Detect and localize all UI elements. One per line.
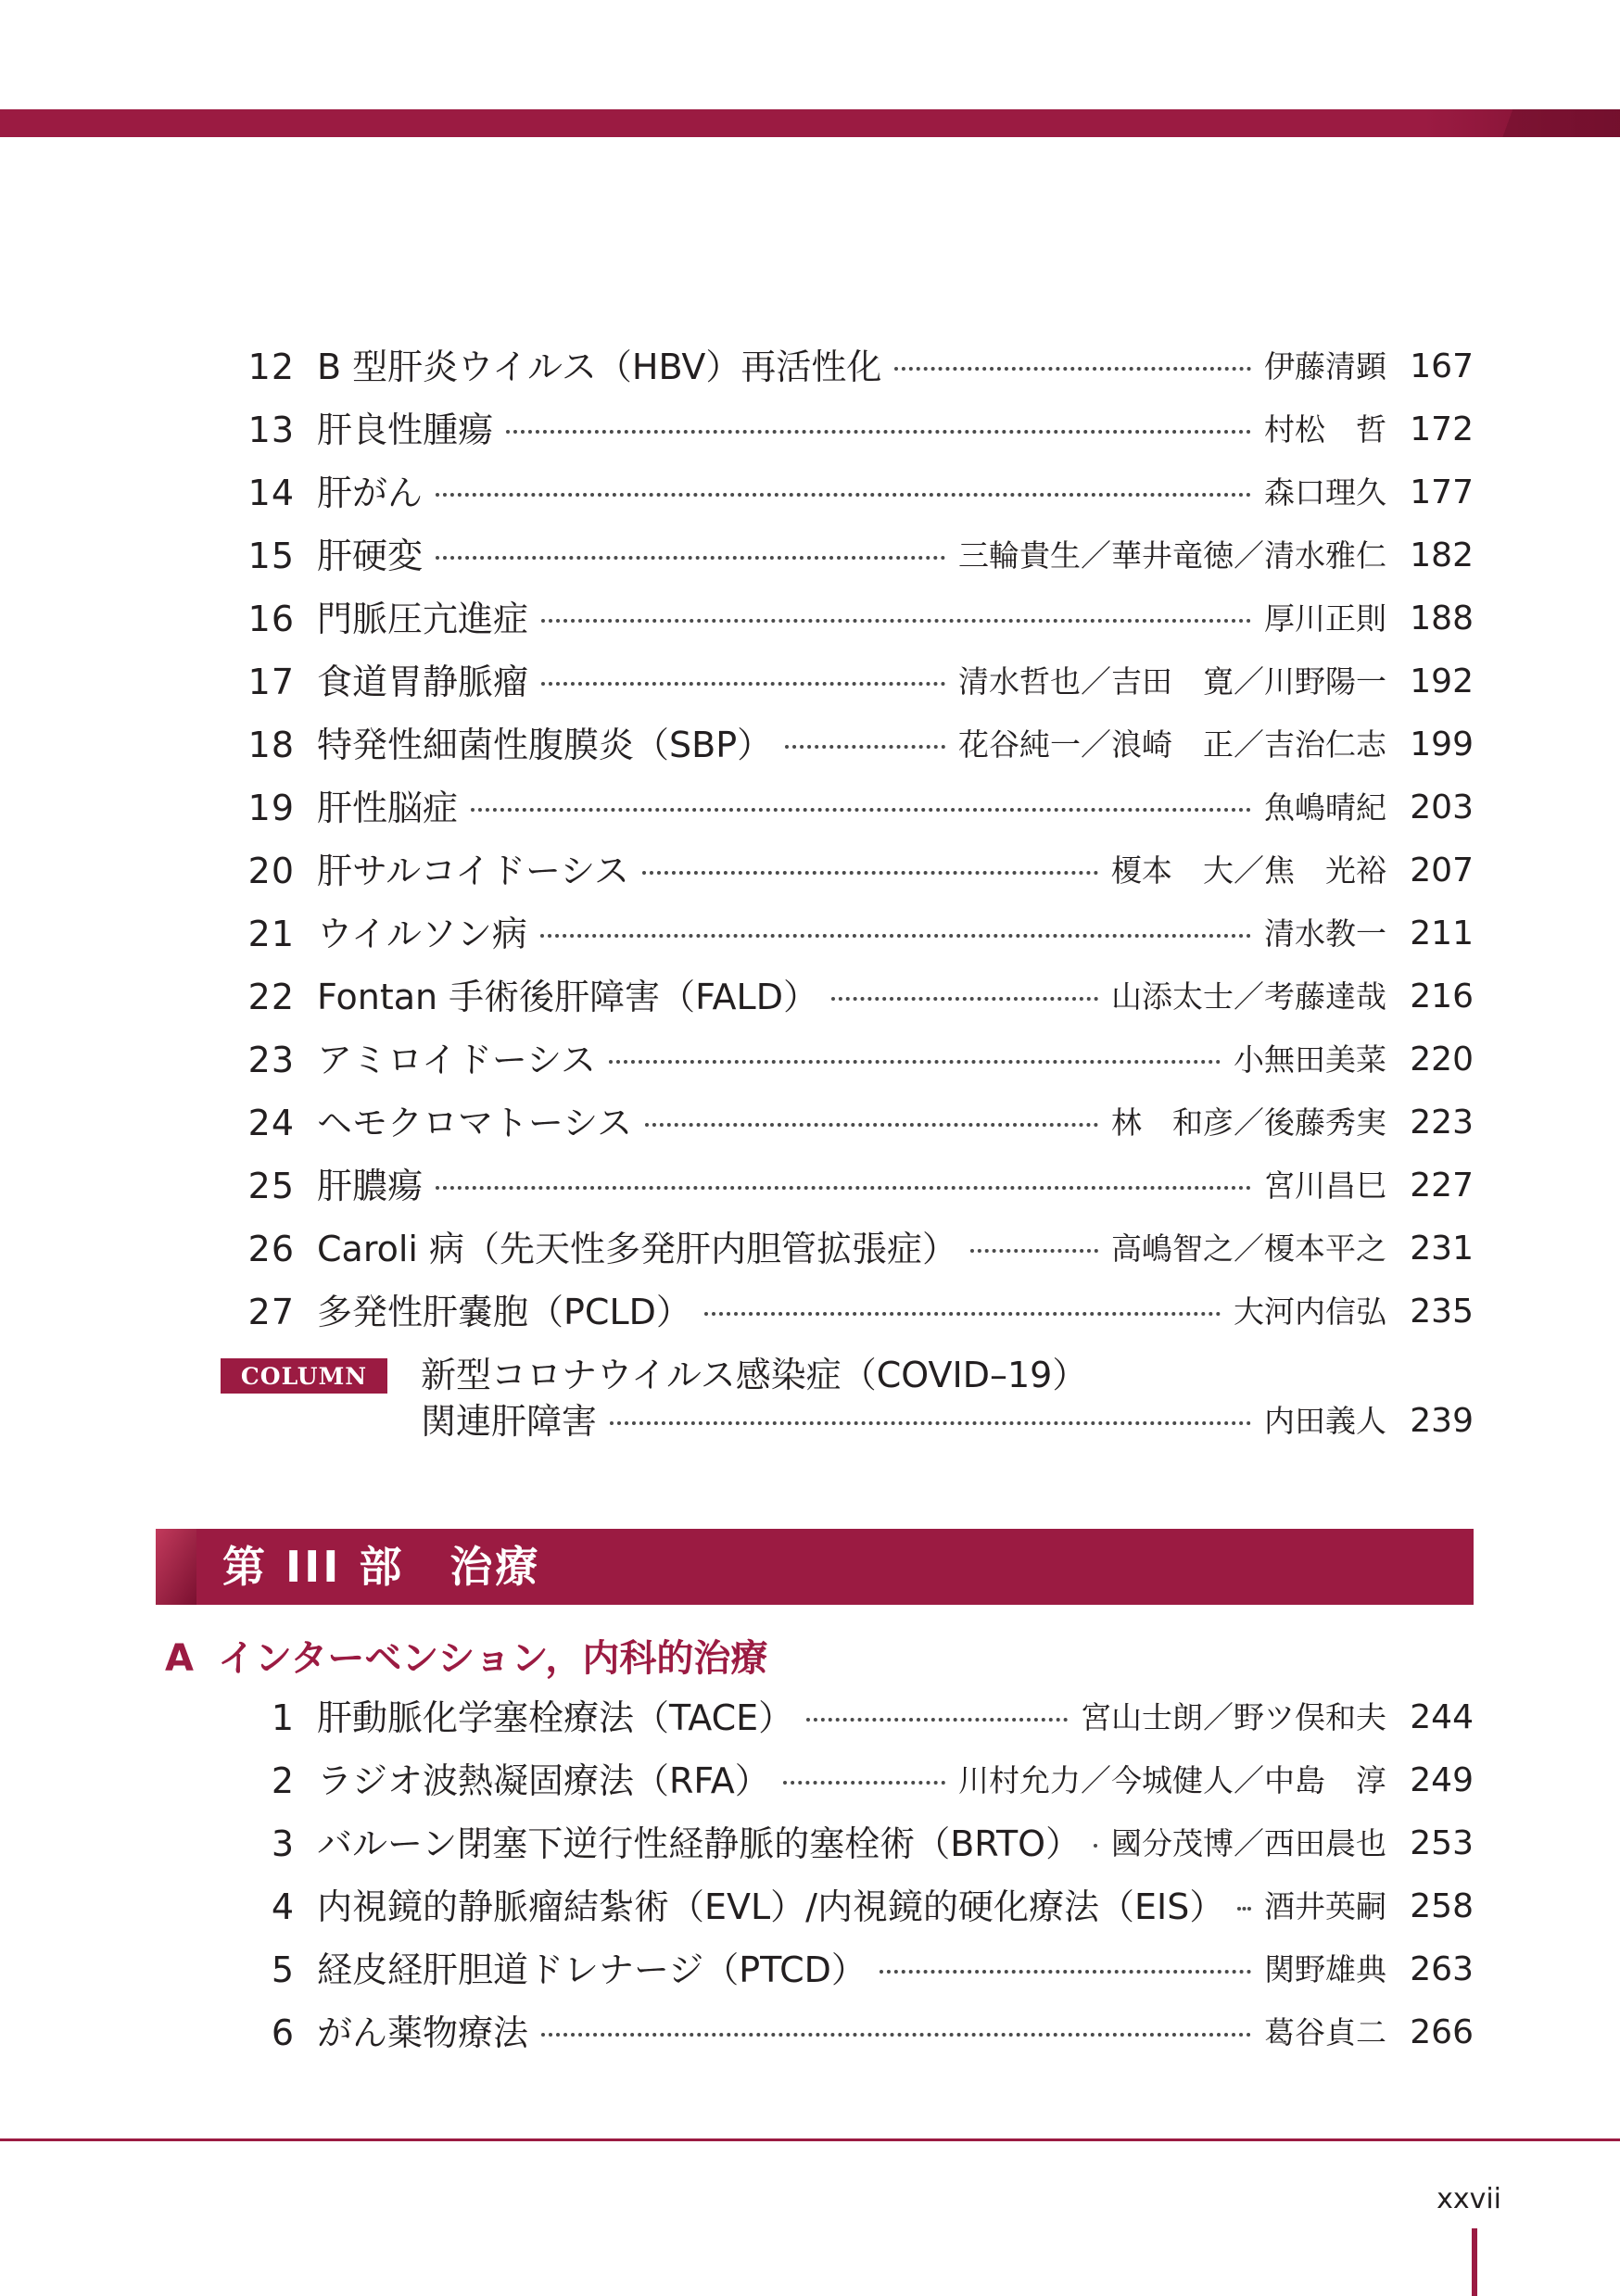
entry-page: 244	[1410, 1698, 1474, 1736]
entry-title: ヘモクロマトーシス	[317, 1103, 633, 1143]
dot-leader	[541, 2033, 1251, 2037]
dot-leader	[541, 682, 945, 686]
entry-number: 14	[247, 473, 295, 513]
dot-leader	[506, 430, 1251, 434]
top-decorative-band	[0, 109, 1620, 137]
dot-leader	[609, 1060, 1221, 1064]
toc-entry[interactable]	[221, 1820, 1474, 1868]
entry-number: 27	[247, 1292, 295, 1332]
dot-leader	[704, 1312, 1221, 1316]
part-title: 第 III 部 治療	[222, 1542, 541, 1592]
entry-author: 関野雄典	[1264, 1951, 1386, 1987]
toc-entry[interactable]	[221, 1694, 1474, 1742]
entry-title: Fontan 手術後肝障害（FALD）	[317, 977, 818, 1017]
entry-page: 239	[1410, 1402, 1474, 1440]
toc-entry[interactable]	[221, 1946, 1474, 1994]
entry-author: 清水哲也／吉田 寛／川野陽一	[958, 663, 1386, 700]
column-title-line2: 関連肝障害	[421, 1401, 598, 1442]
page-number: xxvii	[1436, 2183, 1501, 2215]
entry-number: 16	[247, 599, 295, 639]
entry-number: 15	[247, 536, 295, 576]
entry-author: 宮山士朗／野ツ俣和夫	[1081, 1699, 1386, 1735]
entry-author: 大河内信弘	[1234, 1293, 1386, 1330]
toc-entry[interactable]	[221, 910, 1474, 958]
entry-title: 経皮経肝胆道ドレナージ（PTCD）	[317, 1949, 867, 1990]
entry-title: ラジオ波熱凝固療法（RFA）	[317, 1760, 770, 1801]
entry-author: 厚川正則	[1264, 600, 1386, 637]
entry-title: ウイルソン病	[317, 914, 527, 954]
dot-leader	[436, 556, 945, 560]
entry-number: 6	[271, 2012, 295, 2053]
entry-page: 199	[1410, 725, 1474, 763]
toc-entry[interactable]	[221, 1288, 1474, 1336]
entry-title: 肝サルコイドーシス	[317, 851, 630, 891]
entry-author: 山添太士／考藤達哉	[1111, 978, 1386, 1015]
dot-leader	[806, 1718, 1068, 1722]
entry-number: 21	[247, 914, 295, 954]
entry-title: 内視鏡的静脈瘤結紮術（EVL）/内視鏡的硬化療法（EIS）	[317, 1886, 1225, 1927]
dot-leader	[1237, 1907, 1251, 1911]
toc-entry[interactable]	[221, 2009, 1474, 2057]
entry-number: 19	[247, 788, 295, 828]
dot-leader	[541, 619, 1251, 623]
entry-number: 22	[247, 977, 295, 1017]
entry-author: 清水教一	[1264, 915, 1386, 952]
entry-page: 177	[1410, 473, 1474, 511]
part-header-band	[156, 1529, 1474, 1605]
dot-leader	[471, 808, 1251, 812]
dot-leader	[540, 934, 1251, 938]
toc-entry[interactable]	[221, 658, 1474, 706]
toc-entry[interactable]	[221, 595, 1474, 643]
column-badge: COLUMN	[221, 1358, 387, 1394]
entry-author: 村松 哲	[1264, 411, 1386, 448]
entry-page: 258	[1410, 1887, 1474, 1925]
dot-leader	[783, 1781, 945, 1785]
entry-number: 23	[247, 1040, 295, 1080]
entry-page: 249	[1410, 1761, 1474, 1799]
entry-number: 5	[271, 1949, 295, 1990]
toc-entry[interactable]	[221, 1162, 1474, 1210]
entry-title: 肝動脈化学塞栓療法（TACE）	[317, 1697, 794, 1738]
dot-leader	[831, 997, 1098, 1001]
entry-number: 13	[247, 410, 295, 450]
dot-leader	[970, 1249, 1098, 1253]
entry-page: 192	[1410, 662, 1474, 700]
entry-page: 211	[1410, 915, 1474, 952]
entry-title: がん薬物療法	[317, 2012, 529, 2053]
entry-author: 酒井英嗣	[1264, 1888, 1386, 1924]
toc-entry[interactable]	[221, 469, 1474, 517]
entry-number: 20	[247, 851, 295, 891]
entry-title: アミロイドーシス	[317, 1040, 596, 1080]
entry-page: 172	[1410, 410, 1474, 448]
entry-page: 266	[1410, 2013, 1474, 2051]
dot-leader	[436, 493, 1251, 497]
entry-title: 多発性肝嚢胞（PCLD）	[317, 1292, 691, 1332]
entry-page: 167	[1410, 347, 1474, 385]
folio-accent-bar	[1472, 2228, 1477, 2296]
entry-number: 12	[247, 347, 295, 387]
entry-page: 188	[1410, 599, 1474, 637]
entry-page: 207	[1410, 852, 1474, 889]
entry-page: 227	[1410, 1167, 1474, 1205]
entry-author: 川村允力／今城健人／中島 淳	[958, 1762, 1386, 1798]
entry-title: バルーン閉塞下逆行性経静脈的塞栓術（BRTO）	[317, 1823, 1082, 1864]
entry-number: 3	[271, 1823, 295, 1864]
entry-number: 1	[271, 1697, 295, 1738]
entry-title: 肝良性腫瘍	[317, 410, 494, 450]
dot-leader	[785, 745, 945, 749]
section-title: インターベンション，内科的治療	[217, 1637, 768, 1680]
entry-number: 17	[247, 662, 295, 702]
entry-author: 小無田美菜	[1234, 1041, 1386, 1078]
entry-number: 2	[271, 1760, 295, 1801]
toc-entry[interactable]	[221, 532, 1474, 580]
entry-author: 林 和彦／後藤秀実	[1111, 1104, 1386, 1141]
dot-leader	[1094, 1844, 1098, 1848]
toc-entry[interactable]	[221, 721, 1474, 769]
dot-leader	[645, 1123, 1098, 1127]
entry-page: 235	[1410, 1293, 1474, 1331]
toc-entry[interactable]	[221, 1883, 1474, 1931]
entry-author: 伊藤清顕	[1264, 348, 1386, 385]
entry-author: 國分茂博／西田晨也	[1111, 1825, 1386, 1861]
toc-entry[interactable]	[221, 784, 1474, 832]
dot-leader	[436, 1186, 1251, 1190]
toc-entry[interactable]	[221, 1757, 1474, 1805]
dot-leader	[880, 1970, 1251, 1974]
entry-page: 216	[1410, 978, 1474, 1016]
toc-entry[interactable]	[221, 1036, 1474, 1084]
section-heading	[165, 1633, 767, 1684]
entry-page: 220	[1410, 1041, 1474, 1079]
entry-title: 食道胃静脈瘤	[317, 662, 529, 702]
entry-page: 203	[1410, 788, 1474, 826]
column-entry[interactable]	[421, 1397, 1474, 1445]
entry-number: 24	[247, 1103, 295, 1143]
entry-number: 18	[247, 725, 295, 765]
entry-title: Caroli 病（先天性多発肝内胆管拡張症）	[317, 1229, 958, 1269]
toc-entry[interactable]	[221, 847, 1474, 895]
entry-page: 253	[1410, 1824, 1474, 1862]
entry-number: 4	[271, 1886, 295, 1927]
entry-author: 高嶋智之／榎本平之	[1111, 1230, 1386, 1267]
bottom-divider	[0, 2138, 1620, 2141]
toc-entry[interactable]	[221, 1225, 1474, 1273]
toc-entry[interactable]	[221, 973, 1474, 1021]
toc-entry[interactable]	[221, 406, 1474, 454]
entry-author: 内田義人	[1264, 1403, 1386, 1439]
entry-title: 肝硬変	[317, 536, 424, 576]
dot-leader	[894, 367, 1251, 371]
entry-number: 25	[247, 1166, 295, 1206]
entry-author: 花谷純一／浪崎 正／吉治仁志	[958, 726, 1386, 763]
entry-author: 宮川昌巳	[1264, 1167, 1386, 1204]
section-letter: A	[165, 1637, 194, 1680]
dot-leader	[642, 871, 1098, 875]
entry-title: 肝性脳症	[317, 788, 459, 828]
entry-title: 肝膿瘍	[317, 1166, 424, 1206]
toc-entry[interactable]	[221, 1099, 1474, 1147]
entry-page: 263	[1410, 1950, 1474, 1988]
entry-author: 葛谷貞二	[1264, 2014, 1386, 2050]
entry-title: 肝がん	[317, 473, 424, 513]
entry-page: 223	[1410, 1104, 1474, 1142]
entry-author: 森口理久	[1264, 474, 1386, 511]
entry-page: 182	[1410, 536, 1474, 574]
entry-author: 榎本 大／焦 光裕	[1111, 852, 1386, 889]
toc-entry[interactable]	[221, 343, 1474, 391]
entry-author: 魚嶋晴紀	[1264, 789, 1386, 826]
entry-page: 231	[1410, 1230, 1474, 1268]
entry-title: 門脈圧亢進症	[317, 599, 529, 639]
column-title-line1[interactable]: 新型コロナウイルス感染症（COVID–19）	[421, 1355, 1088, 1395]
entry-number: 26	[247, 1229, 295, 1269]
entry-title: B 型肝炎ウイルス（HBV）再活性化	[317, 347, 882, 387]
dot-leader	[610, 1421, 1251, 1425]
entry-author: 三輪貴生／華井竜徳／清水雅仁	[958, 537, 1386, 574]
entry-title: 特発性細菌性腹膜炎（SBP）	[317, 725, 773, 765]
